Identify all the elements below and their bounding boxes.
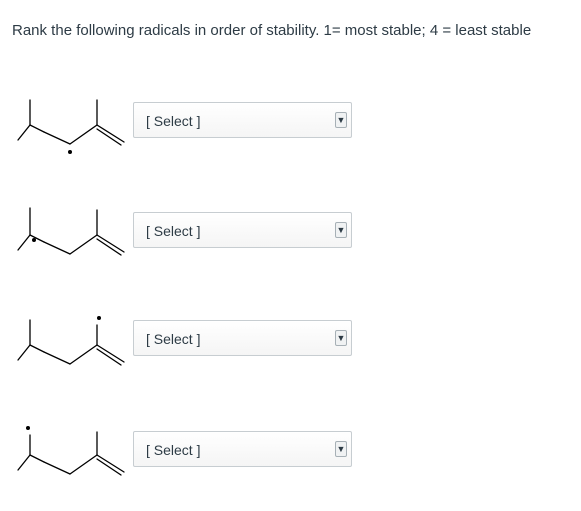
radical-structure-1: [14, 80, 126, 160]
select-label: [ Select ]: [146, 442, 201, 458]
rank-select-4[interactable]: [133, 431, 352, 467]
chevron-down-icon[interactable]: ▼: [335, 222, 347, 238]
answer-row-2: [0, 190, 581, 270]
answer-row-3: [0, 300, 581, 380]
select-label: [ Select ]: [146, 113, 201, 129]
radical-structure-3: [14, 300, 126, 380]
answer-row-1: [0, 80, 581, 160]
select-label: [ Select ]: [146, 223, 201, 239]
radical-structure-4: [14, 410, 126, 490]
select-label: [ Select ]: [146, 331, 201, 347]
rank-select-2[interactable]: [133, 212, 352, 248]
rank-select-1[interactable]: [133, 102, 352, 138]
question-text: Rank the following radicals in order of stability. 1= most stable; 4 = least stable: [12, 22, 532, 39]
chevron-down-icon[interactable]: ▼: [335, 441, 347, 457]
chevron-down-icon[interactable]: ▼: [335, 330, 347, 346]
chevron-down-icon[interactable]: ▼: [335, 112, 347, 128]
rank-select-3[interactable]: [133, 320, 352, 356]
radical-structure-2: [14, 190, 126, 270]
answer-row-4: [0, 410, 581, 490]
